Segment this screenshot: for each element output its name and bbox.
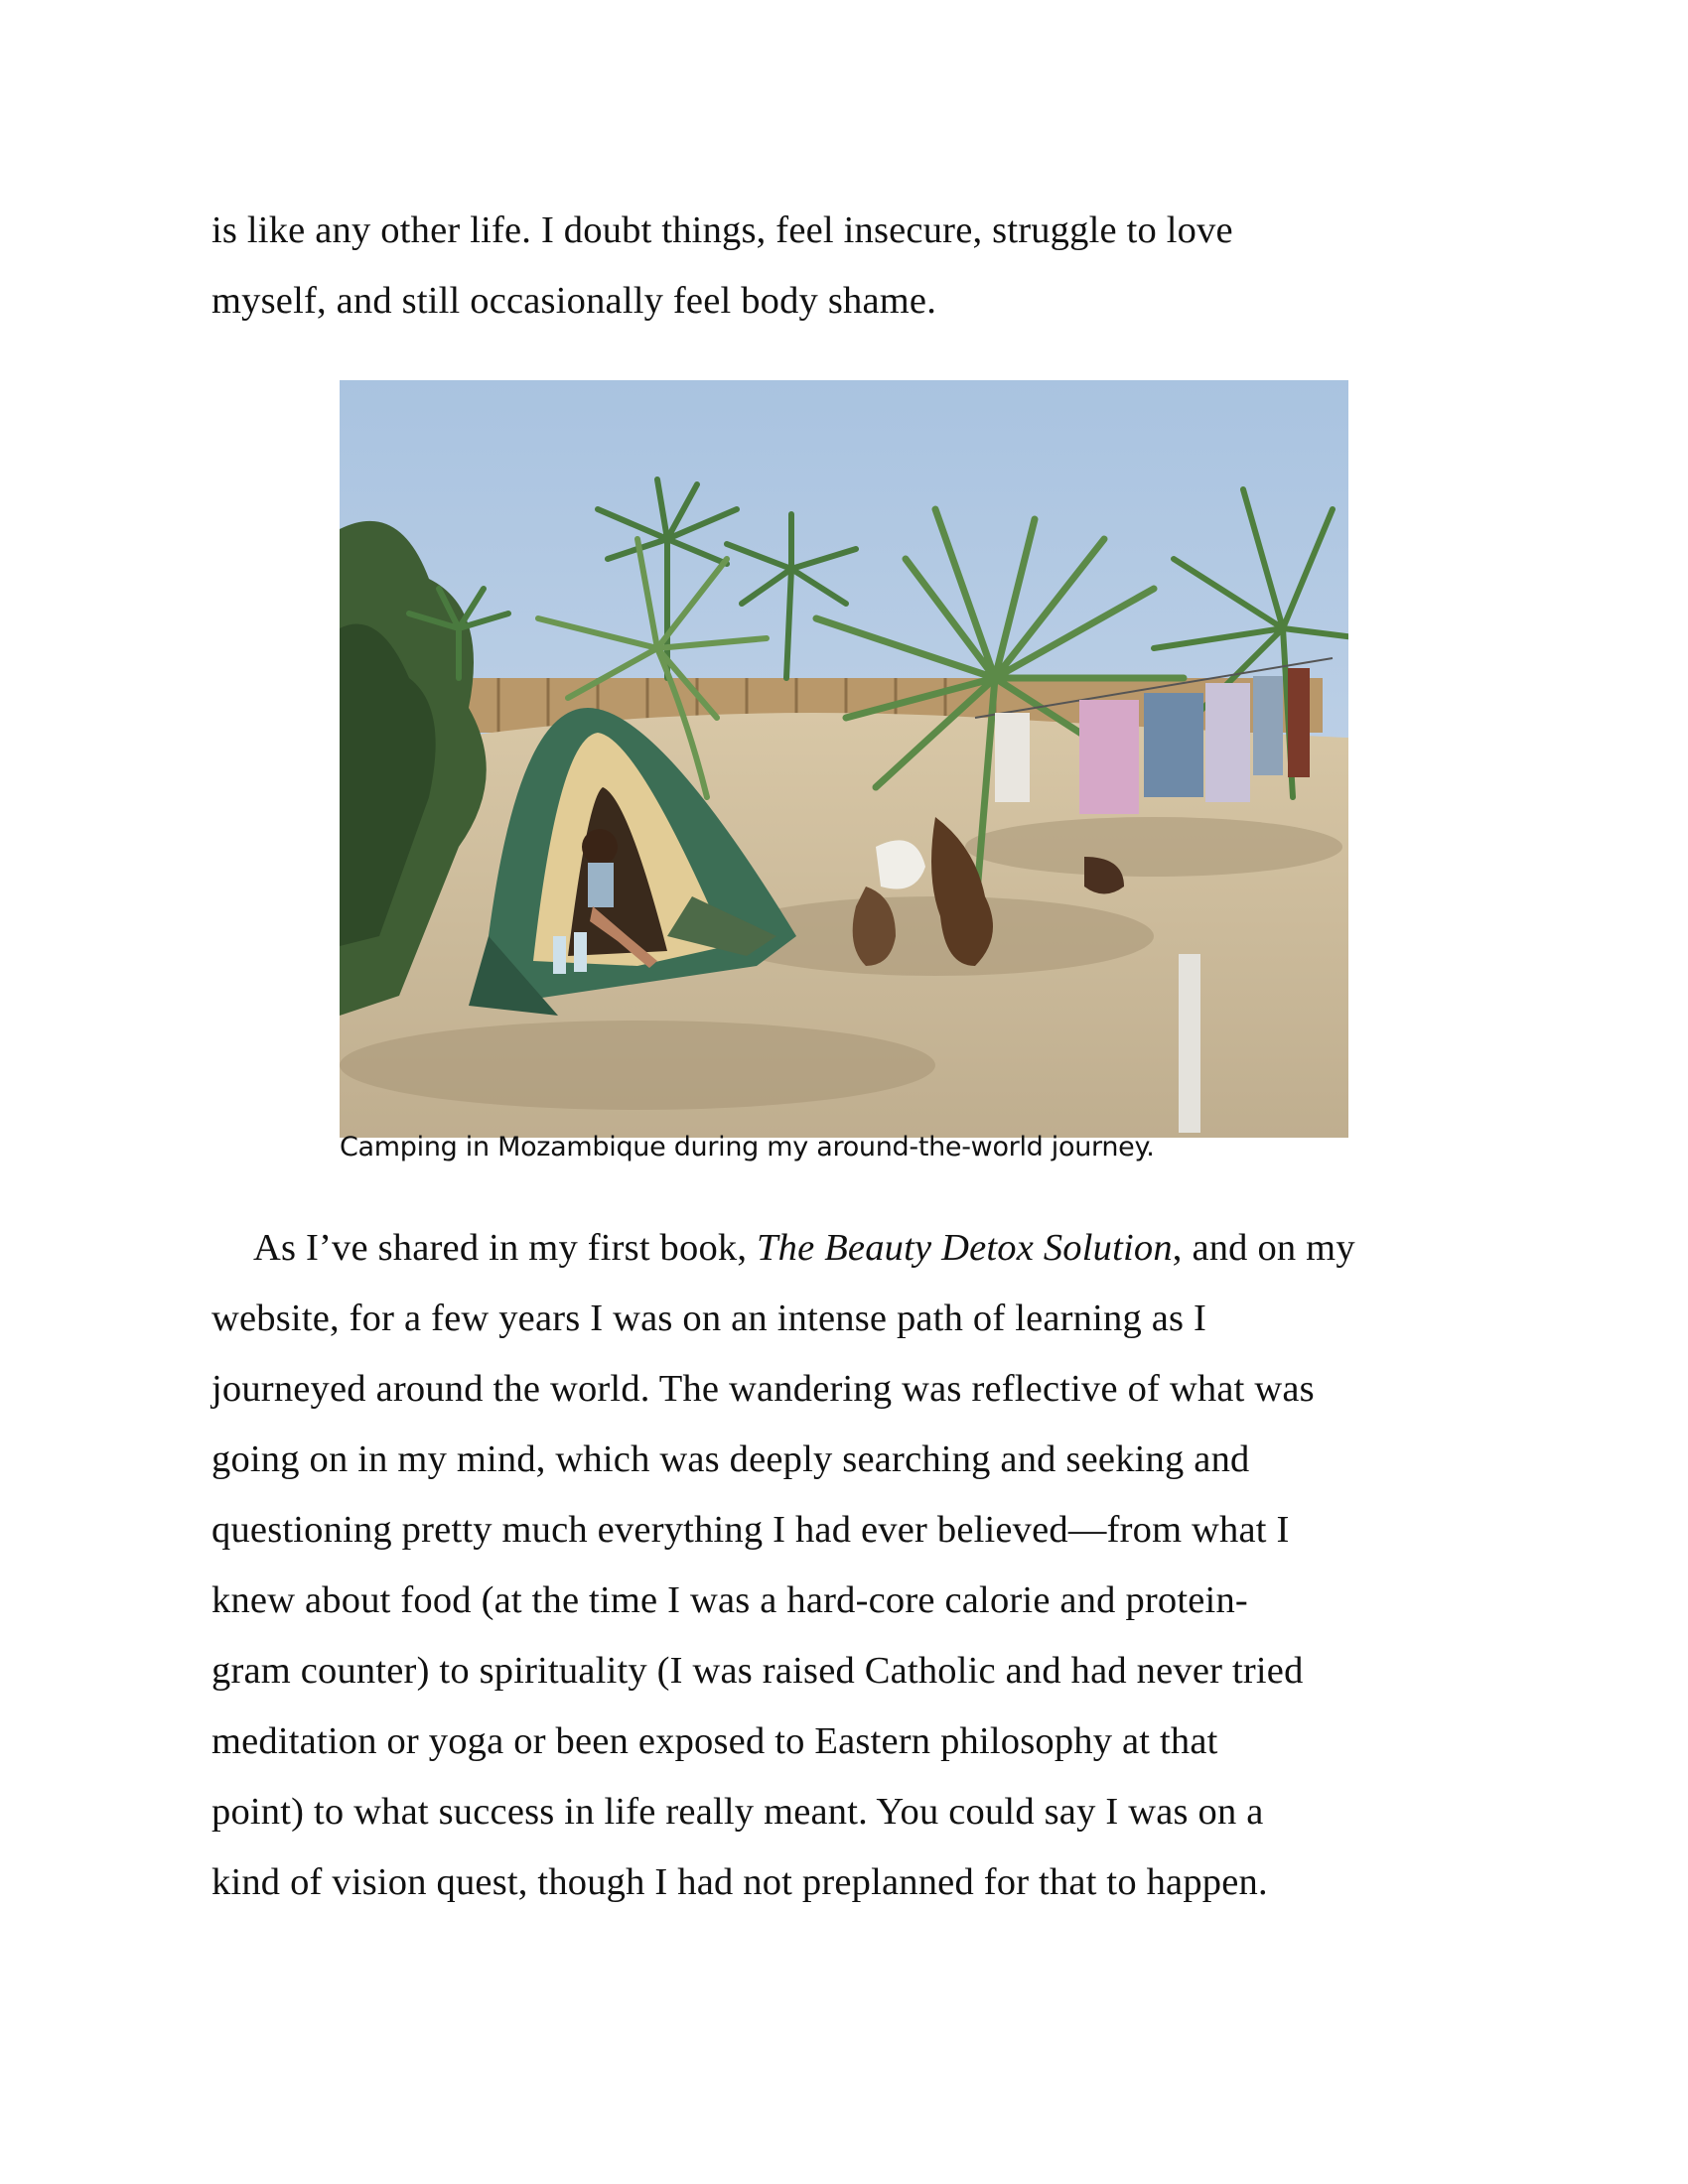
text-line: gram counter) to spirituality (I was raised Catholic and had never tried bbox=[211, 1650, 1304, 1692]
text-line: kind of vision quest, though I had not preplanned for that to happen. bbox=[211, 1861, 1268, 1903]
camping-photo bbox=[340, 380, 1348, 1138]
text-line: point) to what success in life really meant. You could say I was on a bbox=[211, 1791, 1264, 1833]
text-line-first bbox=[211, 1213, 1492, 1284]
text-segment: As I’ve shared in my first book, bbox=[253, 1227, 758, 1269]
text-line: journeyed around the world. The wandering was reflective of what was bbox=[211, 1368, 1315, 1410]
text-line: myself, and still occasionally feel body shame. bbox=[211, 280, 937, 322]
text-line: is like any other life. I doubt things, feel insecure, struggle to love bbox=[211, 209, 1233, 251]
top-paragraph bbox=[211, 196, 1492, 337]
text-line: meditation or yoga or been exposed to Eastern philosophy at that bbox=[211, 1720, 1218, 1762]
text-line: going on in my mind, which was deeply searching and seeking and bbox=[211, 1438, 1250, 1480]
book-title: The Beauty Detox Solution bbox=[757, 1227, 1173, 1269]
main-paragraph bbox=[211, 1213, 1492, 1918]
text-segment: , and on my bbox=[1172, 1227, 1355, 1269]
camping-photo-illustration bbox=[340, 380, 1348, 1138]
text-line: questioning pretty much everything I had ever believed—from what I bbox=[211, 1509, 1290, 1551]
text-line: knew about food (at the time I was a hard-core calorie and protein- bbox=[211, 1579, 1248, 1621]
photo-caption: Camping in Mozambique during my around-the-world journey. bbox=[340, 1132, 1155, 1162]
text-line: website, for a few years I was on an intense path of learning as I bbox=[211, 1297, 1207, 1339]
